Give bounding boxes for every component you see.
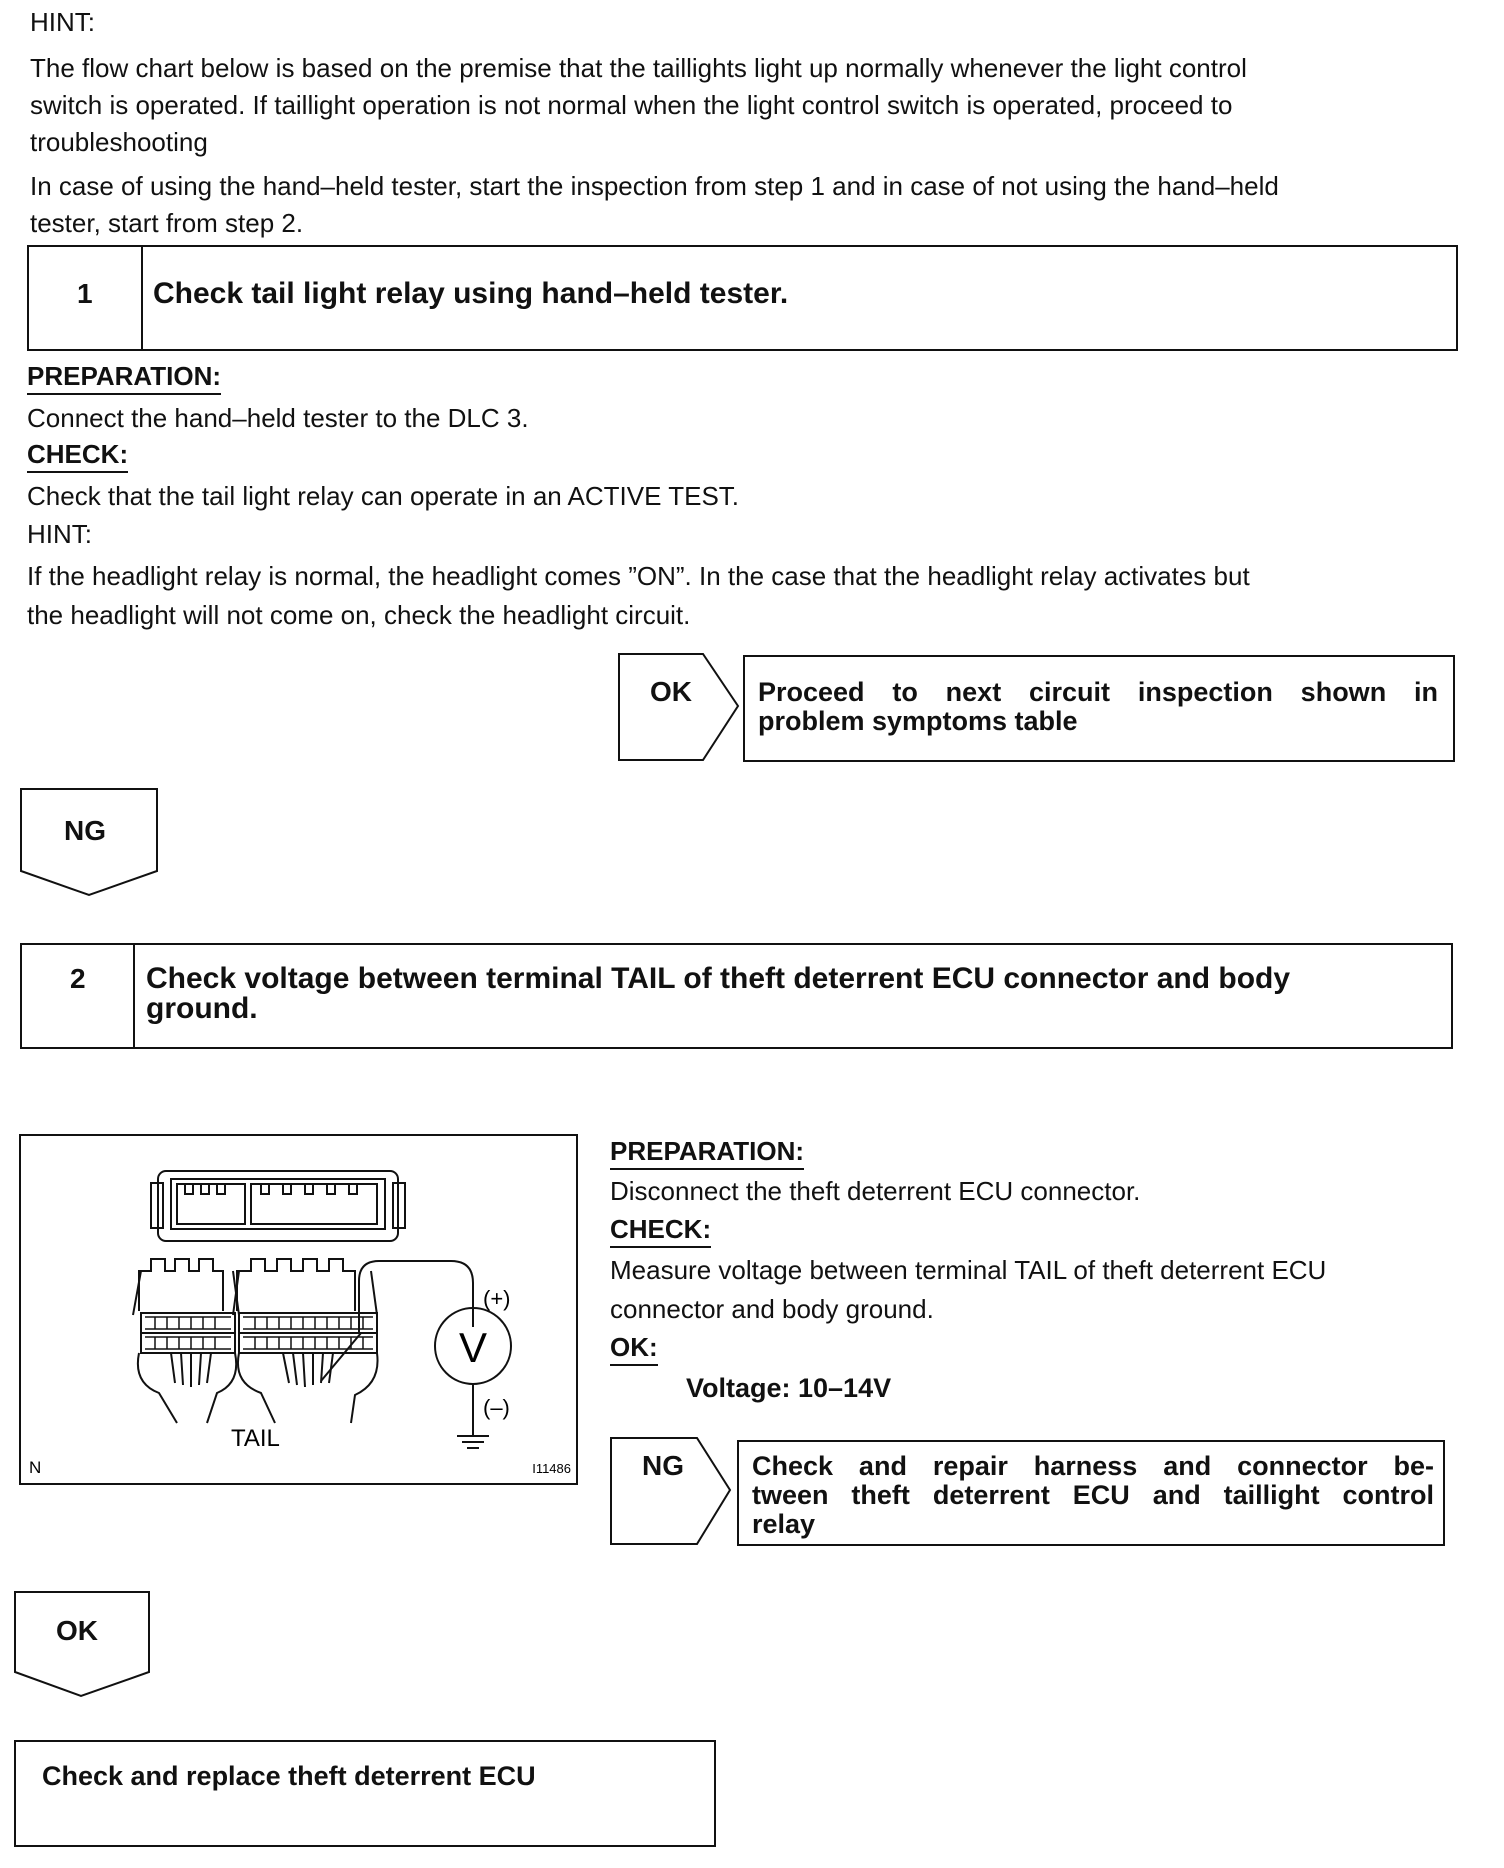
tail-label: TAIL xyxy=(231,1425,280,1452)
step1-divider xyxy=(141,247,143,349)
ok-spec-value: Voltage: 10–14V xyxy=(686,1373,892,1403)
step2-title: Check voltage between terminal TAIL of theft deterrent ECU connector and body xyxy=(146,962,1291,995)
plus-label: (+) xyxy=(483,1286,511,1311)
preparation-label: PREPARATION: xyxy=(27,360,221,395)
connector-diagram xyxy=(21,1136,576,1483)
hint-text: If the headlight relay is normal, the headlight comes ”ON”. In the case that the headlight relay activates but xyxy=(27,561,1250,591)
check-label: CHECK: xyxy=(610,1213,711,1248)
check-text: Check that the tail light relay can operate in an ACTIVE TEST. xyxy=(27,481,740,511)
check-text: Measure voltage between terminal TAIL of theft deterrent ECU xyxy=(610,1255,1327,1285)
final-action-box xyxy=(14,1740,716,1847)
hint-heading: HINT: xyxy=(30,7,95,37)
hint-line: In case of using the hand–held tester, start the inspection from step 1 and in case of not using the hand–held xyxy=(30,171,1279,201)
hint-text: the headlight will not come on, check the headlight circuit. xyxy=(27,600,691,630)
ok-result-text: problem symptoms table xyxy=(758,706,1078,736)
step2-title: ground. xyxy=(146,992,258,1025)
corner-n: N xyxy=(29,1458,42,1477)
hint-label: HINT: xyxy=(27,519,92,549)
hint-line: troubleshooting xyxy=(30,127,208,157)
ok-result-text: Proceed to next circuit inspection shown in xyxy=(758,677,1438,707)
step1-title: Check tail light relay using hand–held tester. xyxy=(153,277,789,310)
ok-label: OK xyxy=(650,676,692,707)
hint-line: tester, start from step 2. xyxy=(30,208,304,238)
meter-symbol: V xyxy=(458,1324,488,1371)
preparation-text: Disconnect the theft deterrent ECU connector. xyxy=(610,1176,1141,1206)
ok-spec-label: OK: xyxy=(610,1331,658,1366)
ng-label: NG xyxy=(642,1450,684,1481)
ng-label: NG xyxy=(64,815,106,846)
ng-result-text: relay xyxy=(752,1509,816,1539)
step2-divider xyxy=(133,945,135,1047)
preparation-text: Connect the hand–held tester to the DLC 3. xyxy=(27,403,529,433)
minus-label: (–) xyxy=(483,1395,510,1420)
final-action-text: Check and replace theft deterrent ECU xyxy=(42,1761,536,1791)
hint-line: The flow chart below is based on the premise that the taillights light up normally whenever the light control xyxy=(30,53,1247,83)
check-label: CHECK: xyxy=(27,438,128,473)
ng-result-text: tween theft deterrent ECU and taillight control xyxy=(752,1480,1434,1510)
ng-result-text: Check and repair harness and connector be- xyxy=(752,1451,1434,1481)
step2-number: 2 xyxy=(70,963,86,994)
ok-label: OK xyxy=(56,1615,98,1646)
step1-number: 1 xyxy=(77,278,93,309)
check-text: connector and body ground. xyxy=(610,1294,934,1324)
figure-id: I11486 xyxy=(532,1461,571,1476)
preparation-label: PREPARATION: xyxy=(610,1135,804,1170)
hint-line: switch is operated. If taillight operation is not normal when the light control switch is operated, proceed to xyxy=(30,90,1233,120)
